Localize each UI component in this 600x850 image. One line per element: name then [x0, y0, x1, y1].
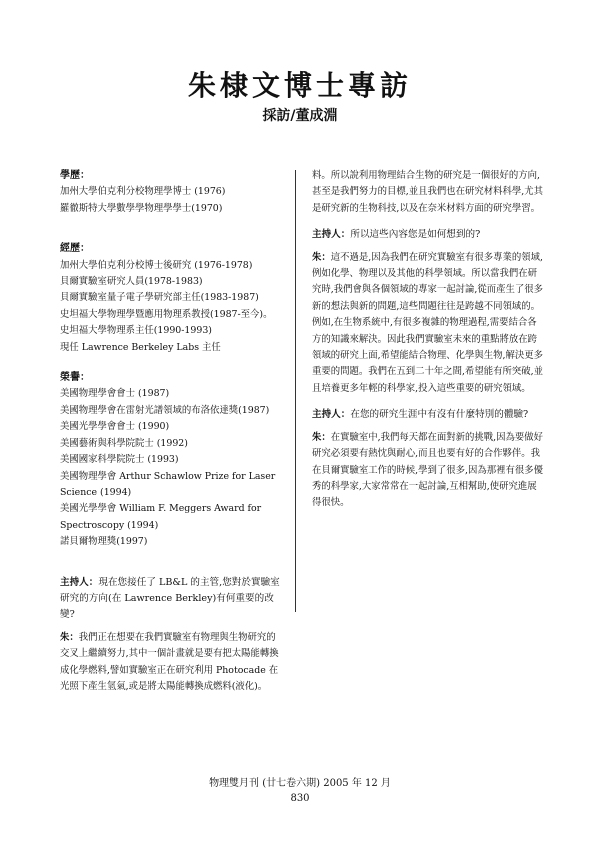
qa-text: 我們正在想要在我們實驗室有物理與生物研究的交叉上繼續努力,其中一個計畫就是要有把太陽能轉換成化學燃料,譬如實驗室正在研究利用 Photocade 在光照下產生氫氣,或是將太陽能轉換成燃料(液化)。 — [60, 631, 279, 692]
speaker-label: 朱： — [312, 431, 331, 443]
honor-item: 美國藝術與科學院院士 (1992) — [60, 437, 188, 449]
qa-text: 所以這些內容您是如何想到的? — [350, 229, 481, 241]
qa-answer — [312, 430, 544, 512]
speaker-label: 朱： — [60, 631, 79, 643]
education-item: 羅徹斯特大學數學學物理學學士(1970) — [60, 202, 223, 214]
speaker-label: 朱： — [312, 251, 331, 263]
experience-item: 史坦福大學物理系主任(1990-1993) — [60, 325, 212, 337]
qa-answer — [312, 250, 544, 398]
page-footer — [0, 776, 600, 806]
right-column — [312, 168, 544, 512]
journal-citation: 物理雙月刊 (廿七卷六期) 2005 年 12 月 — [209, 778, 391, 789]
education-heading: 學歷： — [60, 170, 90, 181]
honors-heading: 榮譽： — [60, 372, 90, 384]
article-title: 朱棣文博士專訪 — [187, 69, 412, 102]
honor-item: 美國光學學會 William F. Meggers Award for Spectroscopy (1994) — [60, 503, 262, 531]
honor-item: 美國物理學會在雷射光譜領域的布洛依達獎(1987) — [60, 404, 270, 416]
experience-heading: 經歷： — [60, 243, 90, 255]
qa-answer — [60, 630, 285, 696]
continued-paragraph: 料。所以說利用物理結合生物的研究是一個很好的方向,甚至是我們努力的目標,並且我們也在研究材料科學,尤其是研究新的生物科技,以及在奈米材料方面的研究學習。 — [312, 170, 543, 214]
honor-item: 美國物理學會會士 (1987) — [60, 388, 170, 400]
qa-host-question — [312, 227, 544, 243]
qa-text: 在您的研究生涯中有沒有什麼特別的體驗? — [350, 409, 529, 421]
byline: 採訪/董成淵 — [262, 108, 338, 124]
qa-text: 在實驗室中,我們每天都在面對新的挑戰,因為要做好研究必須要有熱忱與耐心,而且也要有好的合作夥伴。我在貝爾實驗室工作的時候,學到了很多,因為那裡有很多優秀的科學家,大家常常在一起討論,互相幫助,使研究進展得很快。 — [312, 431, 543, 509]
page-number: 830 — [290, 793, 310, 804]
speaker-label: 主持人： — [60, 576, 99, 588]
honor-item: 美國光學學會會士 (1990) — [60, 421, 170, 433]
column-divider — [295, 170, 296, 612]
experience-item: 史坦福大學物理學暨應用物理系教授(1987-至今)。 — [60, 308, 273, 320]
honor-item: 諾貝爾物理獎(1997) — [60, 536, 148, 548]
experience-item: 貝爾實驗室量子電子學研究部主任(1983-1987) — [60, 292, 259, 304]
qa-text: 這不過是,因為我們在研究實驗室有很多專業的領域,例如化學、物理以及其他的科學領域。所以當我們在研究時,我們會與各個領域的專家一起討論,從而產生了很多新的想法與新的問題,這些問題往往是跨越不同領域的。例如,在生物系統中,有很多複雜的物理過程,需要結合各方的知識來解決。因此我們實驗室未來的重點將放在跨領域的研究上面,希望能結合物理、化學與生物,解決更多重要的問題。我們在五到二十年之間,希望能有所突破,並且培養更多年輕的科學家,投入這些重要的研究領域。 — [312, 251, 543, 394]
education-item: 加州大學伯克利分校物理學博士 (1976) — [60, 186, 226, 198]
speaker-label: 主持人： — [312, 409, 351, 421]
honor-item: 美國國家科學院院士 (1993) — [60, 454, 179, 466]
experience-item: 貝爾實驗室研究人員(1978-1983) — [60, 276, 203, 288]
qa-host-question — [312, 407, 544, 423]
honor-item: 美國物理學會 Arthur Schawlow Prize for Laser Science (1994) — [60, 470, 276, 498]
left-column — [60, 168, 285, 695]
qa-host-question — [60, 575, 285, 624]
qa-text: 現在您接任了 LB&L 的主管,您對於實驗室研究的方向(在 Lawrence Berkley)有何重要的改變? — [60, 576, 280, 621]
speaker-label: 主持人： — [312, 229, 351, 241]
experience-item: 加州大學伯克利分校博士後研究 (1976-1978) — [60, 259, 253, 271]
experience-item: 現任 Lawrence Berkeley Labs 主任 — [60, 341, 221, 353]
